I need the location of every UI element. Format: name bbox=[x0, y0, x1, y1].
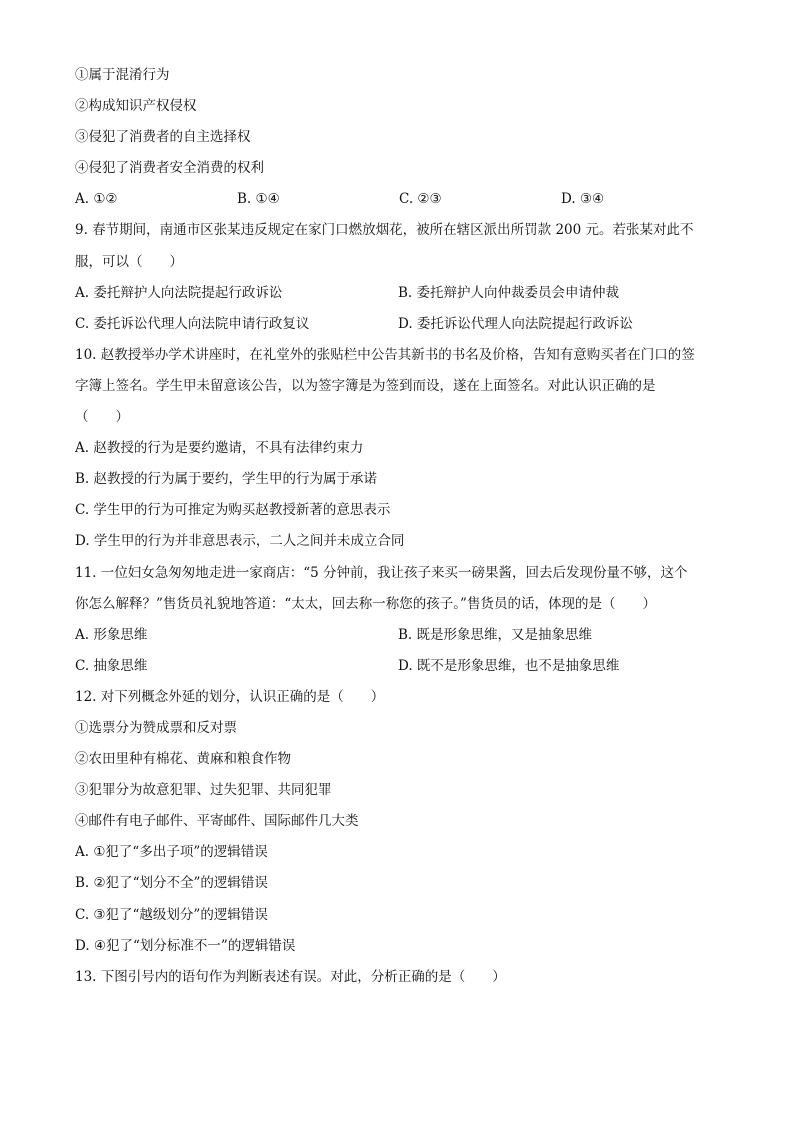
q8-option-b: B. ①④ bbox=[237, 191, 280, 208]
q9-option-d: D. 委托诉讼代理人向法院提起行政诉讼 bbox=[398, 315, 633, 332]
q13-stem: 13. 下图引号内的语句作为判断表述有误。对此，分析正确的是（ ） bbox=[75, 968, 506, 985]
q10-option-a: A. 赵教授的行为是要约邀请，不具有法律约束力 bbox=[75, 440, 364, 457]
q10-option-b: B. 赵教授的行为属于要约，学生甲的行为属于承诺 bbox=[75, 471, 378, 488]
q9-stem: 服，可以（ ） bbox=[75, 253, 183, 270]
q8-item: ④侵犯了消费者安全消费的权利 bbox=[75, 160, 264, 177]
q12-item: ②农田里种有棉花、黄麻和粮食作物 bbox=[75, 751, 291, 768]
q9-options-row bbox=[75, 309, 725, 340]
q9-options-row bbox=[75, 278, 725, 309]
exam-page bbox=[75, 60, 725, 993]
q12-option-c: C. ③犯了“越级划分”的逻辑错误 bbox=[75, 906, 268, 923]
q12-option-d: D. ④犯了“划分标准不一”的逻辑错误 bbox=[75, 937, 296, 954]
q11-stem: 你怎么解释？”售货员礼貌地答道：“太太，回去称一称您的孩子。”售货员的话，体现的是（ ） bbox=[75, 595, 656, 612]
q8-item: ③侵犯了消费者的自主选择权 bbox=[75, 129, 251, 146]
q10-stem: 字簿上签名。学生甲未留意该公告，以为签字簿是为签到而设，遂在上面签名。对此认识正确的是 bbox=[75, 377, 656, 394]
q10-option-c: C. 学生甲的行为可推定为购买赵教授新著的意思表示 bbox=[75, 502, 391, 519]
q12-item: ④邮件有电子邮件、平寄邮件、国际邮件几大类 bbox=[75, 813, 359, 830]
q12-option-a: A. ①犯了“多出子项”的逻辑错误 bbox=[75, 844, 268, 861]
q8-item: ①属于混淆行为 bbox=[75, 67, 170, 83]
q8-option-a: A. ①② bbox=[75, 191, 118, 208]
q11-stem: 11. 一位妇女急匆匆地走进一家商店：“5 分钟前，我让孩子来买一磅果酱，回去后发现份量不够，这个 bbox=[75, 564, 688, 581]
q11-option-c: C. 抽象思维 bbox=[75, 657, 148, 674]
q12-option-b: B. ②犯了“划分不全”的逻辑错误 bbox=[75, 875, 268, 892]
q11-options-row bbox=[75, 651, 725, 682]
q8-item: ②构成知识产权侵权 bbox=[75, 98, 197, 115]
q11-option-b: B. 既是形象思维，又是抽象思维 bbox=[398, 626, 593, 643]
q9-option-a: A. 委托辩护人向法院提起行政诉讼 bbox=[75, 284, 283, 301]
q10-option-d: D. 学生甲的行为并非意思表示，二人之间并未成立合同 bbox=[75, 533, 405, 550]
q12-item: ③犯罪分为故意犯罪、过失犯罪、共同犯罪 bbox=[75, 782, 332, 799]
q8-options bbox=[75, 184, 725, 215]
q10-stem: 10. 赵教授举办学术讲座时，在礼堂外的张贴栏中公告其新书的书名及价格，告知有意购买者在门口的签 bbox=[75, 346, 695, 363]
q12-stem: 12. 对下列概念外延的划分，认识正确的是（ ） bbox=[75, 688, 385, 705]
q11-options-row bbox=[75, 620, 725, 651]
q10-stem: （ ） bbox=[75, 409, 129, 426]
q11-option-d: D. 既不是形象思维，也不是抽象思维 bbox=[398, 657, 620, 674]
q9-option-c: C. 委托诉讼代理人向法院申请行政复议 bbox=[75, 315, 310, 332]
q12-item: ①选票分为赞成票和反对票 bbox=[75, 719, 237, 736]
q8-option-c: C. ②③ bbox=[399, 191, 442, 208]
q11-option-a: A. 形象思维 bbox=[75, 626, 148, 643]
q9-stem: 9. 春节期间，南通市区张某违反规定在家门口燃放烟花，被所在辖区派出所罚款 200 元。若张某对此不 bbox=[75, 222, 694, 239]
q8-option-d: D. ③④ bbox=[561, 191, 605, 208]
q9-option-b: B. 委托辩护人向仲裁委员会申请仲裁 bbox=[398, 284, 620, 301]
